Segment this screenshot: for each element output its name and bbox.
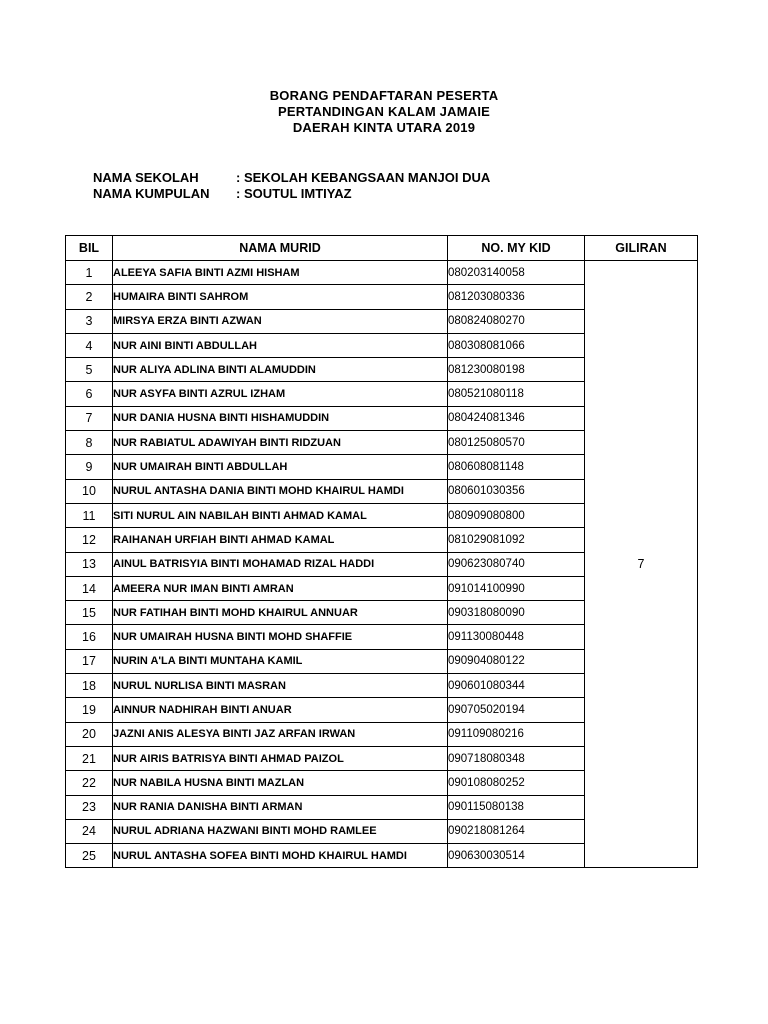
student-name: ALEEYA SAFIA BINTI AZMI HISHAM [113, 261, 448, 285]
student-name: NUR AIRIS BATRISYA BINTI AHMAD PAIZOL [113, 746, 448, 770]
student-name: NURUL ANTASHA SOFEA BINTI MOHD KHAIRUL HAMDI [113, 844, 448, 868]
mykid-number: 090218081264 [448, 819, 585, 843]
mykid-number: 090318080090 [448, 601, 585, 625]
mykid-number: 080824080270 [448, 309, 585, 333]
student-name: NURIN A'LA BINTI MUNTAHA KAMIL [113, 649, 448, 673]
group-label: NAMA KUMPULAN [93, 186, 210, 201]
mykid-number: 081203080336 [448, 285, 585, 309]
table-row [66, 261, 698, 285]
mykid-number: 080424081346 [448, 406, 585, 430]
mykid-number: 080608081148 [448, 455, 585, 479]
student-name: AMEERA NUR IMAN BINTI AMRAN [113, 576, 448, 600]
row-number: 4 [66, 333, 113, 357]
student-name: NUR ALIYA ADLINA BINTI ALAMUDDIN [113, 358, 448, 382]
student-name: JAZNI ANIS ALESYA BINTI JAZ ARFAN IRWAN [113, 722, 448, 746]
student-name: NUR UMAIRAH BINTI ABDULLAH [113, 455, 448, 479]
row-number: 10 [66, 479, 113, 503]
title-line-1: BORANG PENDAFTARAN PESERTA [269, 88, 499, 103]
mykid-number: 090705020194 [448, 698, 585, 722]
mykid-number: 080601030356 [448, 479, 585, 503]
student-name: NUR RANIA DANISHA BINTI ARMAN [113, 795, 448, 819]
column-header-bil: BIL [66, 236, 113, 261]
table-header-row [66, 236, 698, 261]
row-number: 3 [66, 309, 113, 333]
row-number: 25 [66, 844, 113, 868]
row-number: 22 [66, 771, 113, 795]
group-row [93, 186, 490, 202]
student-name: NUR FATIHAH BINTI MOHD KHAIRUL ANNUAR [113, 601, 448, 625]
student-name: AINUL BATRISYIA BINTI MOHAMAD RIZAL HADDI [113, 552, 448, 576]
student-name: NURUL NURLISA BINTI MASRAN [113, 674, 448, 698]
student-name: NUR NABILA HUSNA BINTI MAZLAN [113, 771, 448, 795]
student-name: AINNUR NADHIRAH BINTI ANUAR [113, 698, 448, 722]
student-name: NUR RABIATUL ADAWIYAH BINTI RIDZUAN [113, 431, 448, 455]
column-header-name: NAMA MURID [113, 236, 448, 261]
student-name: MIRSYA ERZA BINTI AZWAN [113, 309, 448, 333]
column-header-mykid: NO. MY KID [448, 236, 585, 261]
table-body [66, 261, 698, 868]
student-name: NURUL ANTASHA DANIA BINTI MOHD KHAIRUL HAMDI [113, 479, 448, 503]
mykid-number: 090115080138 [448, 795, 585, 819]
title-line-3: DAERAH KINTA UTARA 2019 [292, 120, 476, 135]
row-number: 11 [66, 503, 113, 527]
title-line-2: PERTANDINGAN KALAM JAMAIE [277, 104, 491, 119]
giliran-value: 7 [585, 261, 698, 868]
student-name: NUR UMAIRAH HUSNA BINTI MOHD SHAFFIE [113, 625, 448, 649]
row-number: 13 [66, 552, 113, 576]
row-number: 5 [66, 358, 113, 382]
row-number: 23 [66, 795, 113, 819]
mykid-number: 090623080740 [448, 552, 585, 576]
row-number: 6 [66, 382, 113, 406]
row-number: 15 [66, 601, 113, 625]
group-value: : SOUTUL IMTIYAZ [236, 186, 352, 201]
student-name: SITI NURUL AIN NABILAH BINTI AHMAD KAMAL [113, 503, 448, 527]
mykid-number: 080521080118 [448, 382, 585, 406]
mykid-number: 080909080800 [448, 503, 585, 527]
column-header-giliran: GILIRAN [585, 236, 698, 261]
participant-table [65, 235, 698, 868]
mykid-number: 080125080570 [448, 431, 585, 455]
mykid-number: 090718080348 [448, 746, 585, 770]
school-value: : SEKOLAH KEBANGSAAN MANJOI DUA [236, 170, 491, 185]
row-number: 24 [66, 819, 113, 843]
student-name: HUMAIRA BINTI SAHROM [113, 285, 448, 309]
row-number: 9 [66, 455, 113, 479]
row-number: 1 [66, 261, 113, 285]
row-number: 8 [66, 431, 113, 455]
school-info [93, 170, 490, 202]
mykid-number: 091014100990 [448, 576, 585, 600]
student-name: RAIHANAH URFIAH BINTI AHMAD KAMAL [113, 528, 448, 552]
row-number: 2 [66, 285, 113, 309]
row-number: 20 [66, 722, 113, 746]
mykid-number: 090108080252 [448, 771, 585, 795]
student-name: NUR ASYFA BINTI AZRUL IZHAM [113, 382, 448, 406]
row-number: 14 [66, 576, 113, 600]
form-title [0, 88, 768, 136]
row-number: 21 [66, 746, 113, 770]
mykid-number: 081029081092 [448, 528, 585, 552]
mykid-number: 091109080216 [448, 722, 585, 746]
mykid-number: 090904080122 [448, 649, 585, 673]
school-label: NAMA SEKOLAH [93, 170, 199, 185]
row-number: 17 [66, 649, 113, 673]
mykid-number: 081230080198 [448, 358, 585, 382]
student-name: NUR DANIA HUSNA BINTI HISHAMUDDIN [113, 406, 448, 430]
mykid-number: 090630030514 [448, 844, 585, 868]
mykid-number: 080203140058 [448, 261, 585, 285]
student-name: NURUL ADRIANA HAZWANI BINTI MOHD RAMLEE [113, 819, 448, 843]
row-number: 18 [66, 674, 113, 698]
student-name: NUR AINI BINTI ABDULLAH [113, 333, 448, 357]
school-row [93, 170, 490, 186]
mykid-number: 090601080344 [448, 674, 585, 698]
row-number: 19 [66, 698, 113, 722]
row-number: 12 [66, 528, 113, 552]
row-number: 7 [66, 406, 113, 430]
mykid-number: 080308081066 [448, 333, 585, 357]
mykid-number: 091130080448 [448, 625, 585, 649]
row-number: 16 [66, 625, 113, 649]
